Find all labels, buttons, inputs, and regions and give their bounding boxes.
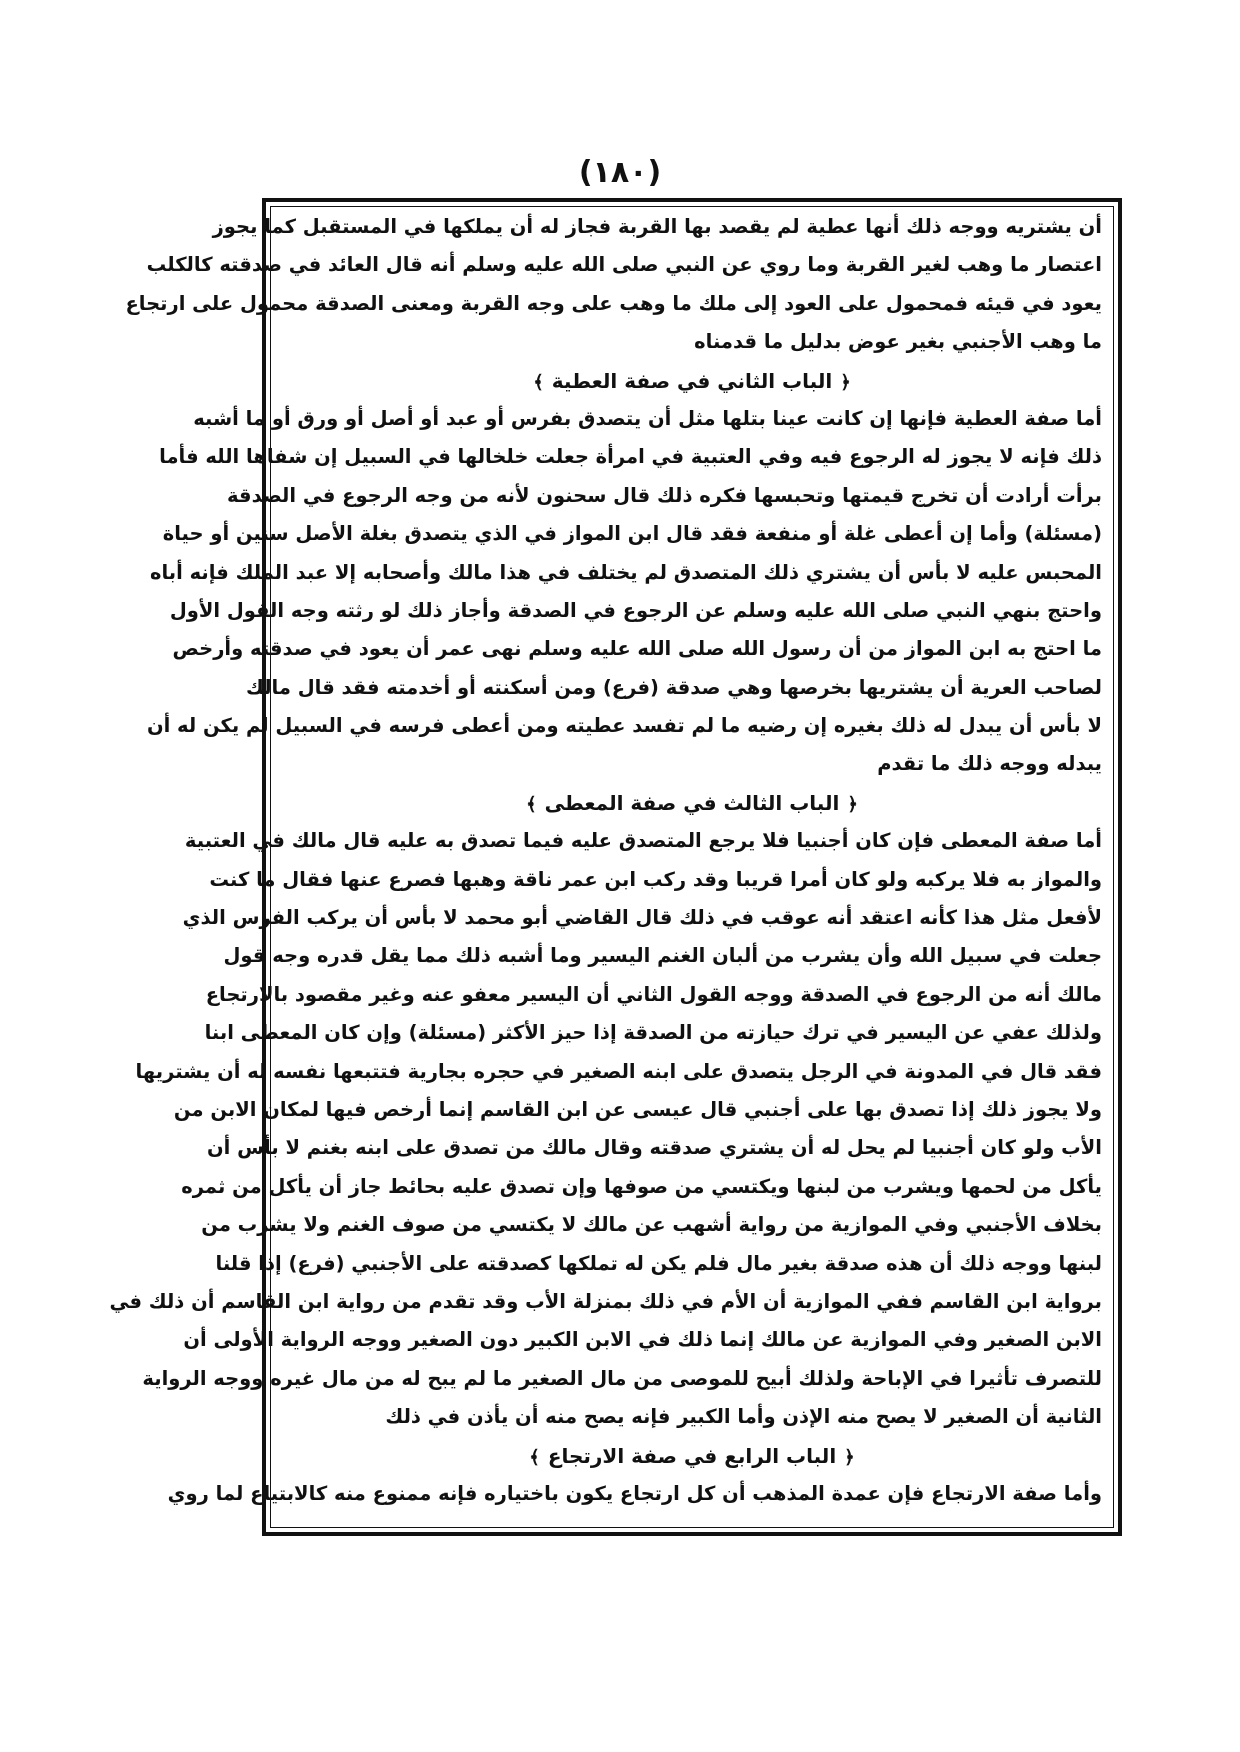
text-line: لصاحب العرية أن يشتريها بخرصها وهي صدقة (فرع) ومن أسكنته أو أخدمته فقد قال مالك — [246, 675, 1102, 699]
text-line: يأكل من لحمها ويشرب من لبنها ويكتسي من صوفها وإن تصدق عليه بحائط جاز أن يأكل من ثمره — [181, 1174, 1102, 1198]
text-line: والمواز به فلا يركبه ولو كان أمرا قريبا وقد ركب ابن عمر ناقة وهبها فصرع عنها فقال ما كنت — [209, 867, 1102, 891]
text-line: للتصرف تأثيرا في الإباحة ولذلك أبيح للموصى من مال الصغير ما لم يبح له من مال غيره ووجه الرواية — [142, 1366, 1102, 1390]
text-line: فقد قال في المدونة في الرجل يتصدق على ابنه الصغير في حجره بجارية فتتبعها نفسه له أن يشتريها — [135, 1059, 1102, 1083]
text-line: اعتصار ما وهب لغير القربة وما روي عن النبي صلى الله عليه وسلم أنه قال العائد في صدقته كالكلب — [146, 253, 1102, 277]
text-line: ذلك فإنه لا يجوز له الرجوع فيه وفي العتبية في امرأة جعلت خلخالها في السبيل إن شفاها الله فأما — [159, 445, 1102, 469]
section-heading — [282, 1437, 1102, 1475]
heading-ornament-icon: ﴿ — [847, 793, 858, 815]
text-line: أن يشتريه ووجه ذلك أنها عطية لم يقصد بها القربة فجاز له أن يملكها في المستقبل كما يجوز — [212, 215, 1102, 238]
text-line: لا بأس أن يبدل له ذلك بغيره إن رضيه ما لم تفسد عطيته ومن أعطى فرسه في السبيل لم يكن له أن — [146, 714, 1102, 738]
text-line: المحبس عليه لا بأس أن يشتري ذلك المتصدق لم يختلف في هذا مالك وأصحابه إلا عبد الملك فإنه أباه — [149, 560, 1102, 584]
text-line: أما صفة العطية فإنها إن كانت عينا بتلها مثل أن يتصدق بفرس أو عبد أو أصل أو ورق أو ما أشبه — [193, 406, 1102, 430]
text-line: لبنها ووجه ذلك أن هذه صدقة بغير مال فلم يكن له تملكها كصدقته على الأجنبي (فرع) إذا قلنا — [215, 1251, 1102, 1275]
section-heading — [282, 362, 1102, 400]
heading-ornament-icon: ﴿ — [840, 371, 851, 393]
text-line: ما احتج به ابن المواز من أن رسول الله صلى الله عليه وسلم نهى عمر أن يعود في صدقته وأرخص — [172, 637, 1102, 661]
text-line: أما صفة المعطى فإن كان أجنبيا فلا يرجع المتصدق عليه فيما تصدق به عليه قال مالك في العتبية — [184, 829, 1102, 853]
page-number: (١٨٠) — [578, 155, 662, 190]
heading-ornament-icon: ﴾ — [533, 371, 544, 393]
text-line: الثانية أن الصغير لا يصح منه الإذن وأما الكبير فإنه يصح منه أن يأذن في ذلك — [385, 1405, 1102, 1429]
text-line: يبدله ووجه ذلك ما تقدم — [877, 752, 1102, 776]
text-line: برواية ابن القاسم ففي الموازية أن الأم في ذلك بمنزلة الأب وقد تقدم من رواية ابن القاسم أن ذلك في — [109, 1289, 1102, 1313]
text-line: جعلت في سبيل الله وأن يشرب من ألبان الغنم اليسير وما أشبه ذلك مما يقل قدره وجه قول — [223, 944, 1102, 968]
section-heading-text: الباب الثالث في صفة المعطى — [544, 790, 840, 815]
heading-ornament-icon: ﴿ — [844, 1446, 855, 1468]
section-heading — [282, 784, 1102, 822]
text-block — [109, 208, 1102, 1513]
text-line: يعود في قيئه فمحمول على العود إلى ملك ما وهب على وجه القربة ومعنى الصدقة محمول على ارتجاع — [125, 291, 1102, 315]
heading-ornament-icon: ﴾ — [529, 1446, 540, 1468]
text-line: ما وهب الأجنبي بغير عوض بدليل ما قدمناه — [694, 330, 1102, 354]
text-line: الابن الصغير وفي الموازية عن مالك إنما ذلك في الابن الكبير دون الصغير ووجه الرواية الأولى أن — [183, 1328, 1102, 1352]
text-line: ولذلك عفي عن اليسير في ترك حيازته من الصدقة إذا حيز الأكثر (مسئلة) وإن كان المعطى ابنا — [204, 1021, 1102, 1045]
text-line: ولا يجوز ذلك إذا تصدق بها على أجنبي قال عيسى عن ابن القاسم إنما أرخص فيها لمكان الابن من — [173, 1097, 1102, 1121]
heading-ornament-icon: ﴾ — [526, 793, 537, 815]
text-line: مالك أنه من الرجوع في الصدقة ووجه القول الثاني أن اليسير معفو عنه وغير مقصود بالارتجاع — [205, 982, 1102, 1006]
section-heading-text: الباب الثاني في صفة العطية — [551, 368, 833, 393]
text-line: وأما صفة الارتجاع فإن عمدة المذهب أن كل ارتجاع يكون باختياره فإنه ممنوع منه كالابتياع لما روي — [167, 1481, 1102, 1505]
text-line: (مسئلة) وأما إن أعطى غلة أو منفعة فقد قال ابن المواز في الذي يتصدق بغلة الأصل سنين أو حياة — [162, 522, 1102, 546]
text-line: برأت أرادت أن تخرج قيمتها وتحبسها فكره ذلك قال سحنون لأنه من وجه الرجوع في الصدقة — [226, 483, 1102, 507]
text-line: لأفعل مثل هذا كأنه اعتقد أنه عوقب في ذلك قال القاضي أبو محمد لا بأس أن يركب الفرس الذي — [182, 906, 1102, 930]
text-line: الأب ولو كان أجنبيا لم يحل له أن يشتري صدقته وقال مالك من تصدق على ابنه بغنم لا بأس أن — [206, 1136, 1102, 1160]
text-line: بخلاف الأجنبي وفي الموازية من رواية أشهب عن مالك لا يكتسي من صوف الغنم ولا يشرب من — [201, 1213, 1102, 1237]
section-heading-text: الباب الرابع في صفة الارتجاع — [547, 1443, 837, 1468]
text-line: واحتج بنهي النبي صلى الله عليه وسلم عن الرجوع في الصدقة وأجاز ذلك لو رثته وجه القول الأول — [169, 598, 1102, 622]
